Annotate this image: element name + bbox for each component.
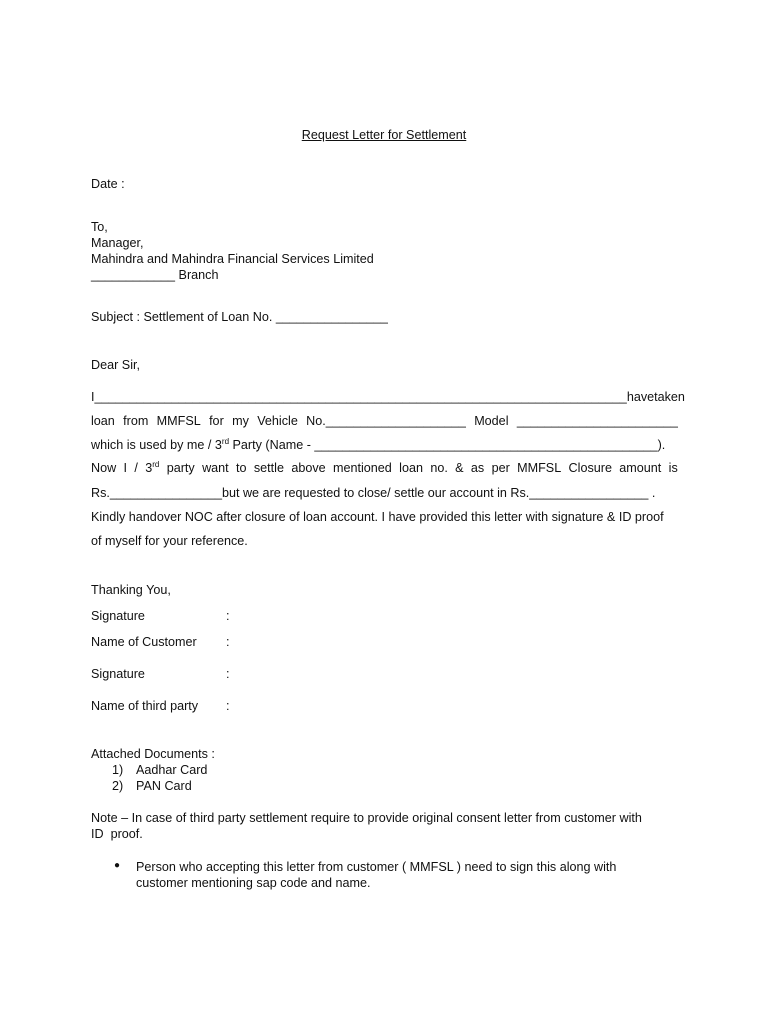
list-text: Aadhar Card (136, 763, 208, 777)
field-colon: : (226, 699, 230, 713)
body-word: Now (91, 461, 117, 475)
salutation: Dear Sir, (91, 358, 140, 372)
recipient-manager: Manager, (91, 236, 144, 250)
field-label: Signature (91, 609, 145, 623)
body-word: is (668, 461, 678, 475)
field-colon: : (226, 667, 230, 681)
body-word: per (491, 461, 510, 475)
closing: Thanking You, (91, 583, 171, 597)
bullet-line-1: Person who accepting this letter from customer ( MMFSL ) need to sign this along with (136, 860, 617, 874)
body-text: Party (Name - _________________________________________________). (229, 438, 666, 452)
body-line-1 (91, 388, 685, 406)
body-word: loan (399, 461, 423, 475)
body-word: MMFSL (517, 461, 562, 475)
body-word: as (470, 461, 485, 475)
note-line-1: Note – In case of third party settlement require to provide original consent letter from customer with (91, 811, 642, 825)
body-line-6: Kindly handover NOC after closure of loan account. I have provided this letter with signature & ID proof (91, 510, 664, 524)
superscript: rd (221, 437, 230, 446)
body-line-2 (91, 412, 678, 430)
recipient-to: To, (91, 220, 108, 234)
body-word: want (202, 461, 229, 475)
attached-heading: Attached Documents : (91, 747, 215, 761)
bullet-icon: ● (114, 860, 121, 871)
body-word: my (232, 414, 249, 428)
body-line-4 (91, 459, 678, 477)
body-word: Vehicle (257, 414, 298, 428)
vehicle-no-blank: No.____________________ (306, 414, 466, 428)
superscript: rd (152, 460, 160, 469)
model-blank: _______________________ (516, 414, 678, 428)
field-label: Name of third party (91, 699, 199, 713)
body-line-3 (91, 436, 665, 454)
body-text: which is used by me / 3 (91, 438, 222, 452)
body-word: Closure (568, 461, 612, 475)
body-text: 3 (145, 461, 153, 475)
list-text: PAN Card (136, 779, 192, 793)
recipient-branch: ____________ Branch (91, 268, 219, 282)
field-colon: : (226, 635, 230, 649)
body-word: I (91, 390, 95, 404)
subject-line: Subject : Settlement of Loan No. ________________ (91, 310, 388, 324)
body-word: / (134, 461, 138, 475)
body-word: from (123, 414, 149, 428)
body-word: have (626, 390, 655, 404)
name-blank: ____________________________________________________________________________ (94, 390, 627, 404)
body-word: no. (430, 461, 448, 475)
letter-title: Request Letter for Settlement (301, 128, 467, 142)
body-word: & (455, 461, 464, 475)
body-word: party (166, 461, 195, 475)
body-word: mentioned (333, 461, 392, 475)
body-word: MMFSL (156, 414, 201, 428)
field-label: Name of Customer (91, 635, 197, 649)
list-number: 1) (112, 763, 124, 777)
body-word: above (291, 461, 326, 475)
note-line-2: ID proof. (91, 827, 143, 841)
body-line-7: of myself for your reference. (91, 534, 248, 548)
body-word: taken (654, 390, 685, 404)
list-number: 2) (112, 779, 124, 793)
body-word: I (123, 461, 128, 475)
body-line-5: Rs.________________but we are requested to close/ settle our account in Rs._________________ . (91, 486, 656, 500)
date-label: Date : (91, 177, 125, 191)
body-word: loan (91, 414, 115, 428)
body-word: to (236, 461, 247, 475)
body-word (145, 459, 159, 477)
field-label: Signature (91, 667, 145, 681)
body-word: amount (619, 461, 662, 475)
field-colon: : (226, 609, 230, 623)
recipient-company: Mahindra and Mahindra Financial Services Limited (91, 252, 374, 266)
body-word: settle (253, 461, 284, 475)
body-word: Model (474, 414, 509, 428)
bullet-line-2: customer mentioning sap code and name. (136, 876, 371, 890)
body-word: for (209, 414, 224, 428)
